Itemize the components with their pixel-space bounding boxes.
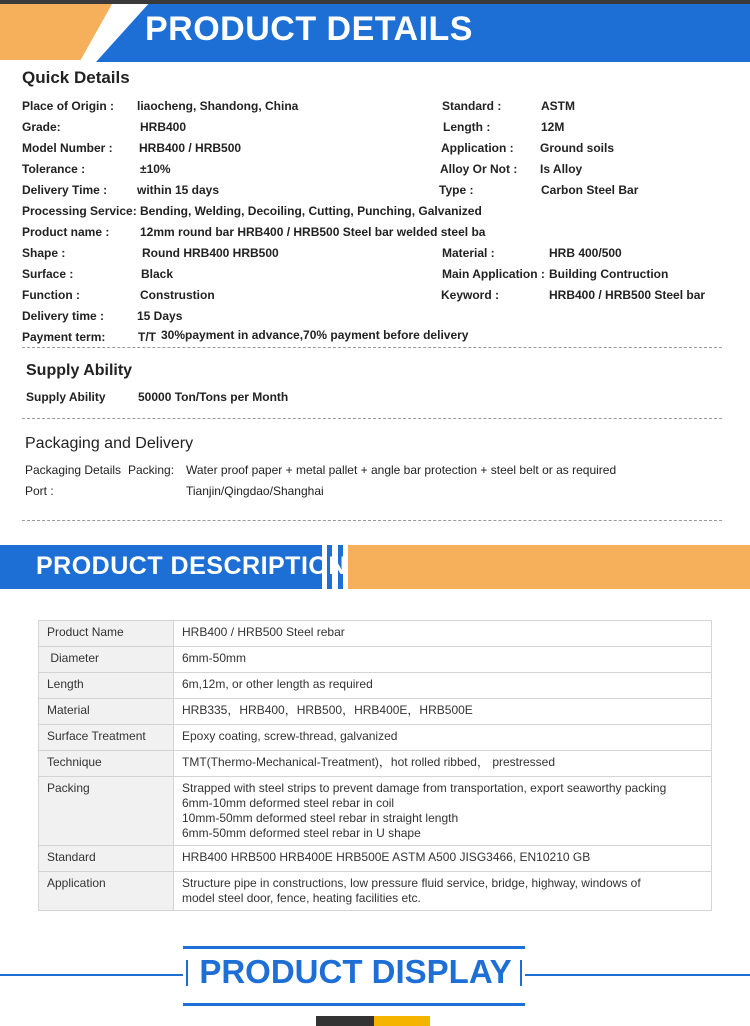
row-label: Technique (39, 751, 174, 777)
alloy-value: Is Alloy (540, 162, 583, 176)
application-value: Ground soils (540, 141, 615, 155)
shape-label: Shape : (22, 246, 66, 260)
application-line: model steel door, fence, heating facilities etc. (182, 891, 421, 905)
grade-value: HRB400 (140, 120, 187, 134)
keyword-label: Keyword : (441, 288, 500, 302)
row-value: 6mm-50mm (174, 647, 712, 673)
material-value: HRB 400/500 (549, 246, 622, 260)
delivery-time-2-value: 15 Days (137, 309, 183, 323)
delivery-time-value: within 15 days (137, 183, 220, 197)
table-row (39, 647, 712, 673)
tolerance-value: ±10% (140, 162, 171, 176)
row-label: Length (39, 673, 174, 699)
product-display-title: PRODUCT DISPLAY (199, 953, 512, 990)
product-name-label: Product name : (22, 225, 110, 239)
function-label: Function : (22, 288, 80, 302)
banner-accent-orange (0, 4, 112, 60)
banner-accent-orange (348, 545, 750, 589)
row-value: HRB335，HRB400，HRB500，HRB400E，HRB500E (174, 699, 712, 725)
table-row (39, 846, 712, 872)
standard-label: Standard : (442, 99, 502, 113)
model-number-value: HRB400 / HRB500 (139, 141, 242, 155)
row-label: Standard (39, 846, 174, 872)
product-details-title: PRODUCT DETAILS (145, 10, 473, 48)
length-label: Length : (443, 120, 491, 134)
packaging-delivery-title: Packaging and Delivery (25, 435, 194, 452)
table-row (39, 777, 712, 846)
row-label: Surface Treatment (39, 725, 174, 751)
table-row (39, 725, 712, 751)
delivery-time-label: Delivery Time : (22, 183, 108, 197)
material-label: Material : (442, 246, 495, 260)
quick-details-title: Quick Details (22, 68, 130, 87)
packing-value: Water proof paper + metal pallet + angle bar protection + steel belt or as required (186, 463, 617, 477)
supply-ability-label: Supply Ability (26, 390, 106, 404)
row-value: TMT(Thermo-Mechanical-Treatment)，hot rolled ribbed， prestressed (174, 751, 712, 777)
top-strip (0, 0, 750, 4)
packing-line: 6mm-10mm deformed steel rebar in coil (182, 796, 395, 810)
bottom-accent-dark (316, 1016, 374, 1026)
bottom-accent-yellow (374, 1016, 430, 1026)
divider-2 (22, 418, 722, 419)
main-application-value: Building Contruction (549, 267, 669, 281)
supply-ability-title: Supply Ability (26, 362, 133, 379)
packing-label: Packing: (128, 463, 175, 477)
row-value: Epoxy coating, screw-thread, galvanized (174, 725, 712, 751)
supply-ability-value: 50000 Ton/Tons per Month (138, 390, 289, 404)
payment-term-label: Payment term: (22, 330, 106, 344)
application-line: Structure pipe in constructions, low pressure fluid service, bridge, highway, windows of (182, 876, 641, 890)
row-value (174, 777, 712, 846)
divider-3 (22, 520, 722, 521)
packing-line: 6mm-50mm deformed steel rebar in U shape (182, 826, 421, 840)
function-value: Construstion (140, 288, 215, 302)
type-label: Type : (439, 183, 474, 197)
product-description-title: PRODUCT DESCRIPTION (36, 552, 347, 580)
table-row (39, 872, 712, 911)
grade-label: Grade: (22, 120, 61, 134)
packing-line: Strapped with steel strips to prevent damage from transportation, export seaworthy packing (182, 781, 667, 795)
row-value: 6m,12m, or other length as required (174, 673, 712, 699)
row-value: HRB400 / HRB500 Steel rebar (174, 621, 712, 647)
spec-table (38, 620, 712, 911)
divider-1 (22, 347, 722, 348)
row-label: Diameter (39, 647, 174, 673)
processing-service-value: Bending, Welding, Decoiling, Cutting, Punching, Galvanized (140, 204, 482, 218)
packaging-details-label: Packaging Details (25, 463, 122, 477)
packing-line: 10mm-50mm deformed steel rebar in straight length (182, 811, 459, 825)
surface-value: Black (141, 267, 174, 281)
standard-value: ASTM (541, 99, 575, 113)
port-value: Tianjin/Qingdao/Shanghai (186, 484, 324, 498)
shape-value: Round HRB400 HRB500 (142, 246, 279, 260)
row-value: HRB400 HRB500 HRB400E HRB500E ASTM A500 JISG3466, EN10210 GB (174, 846, 712, 872)
table-row (39, 751, 712, 777)
type-value: Carbon Steel Bar (541, 183, 639, 197)
row-value (174, 872, 712, 911)
keyword-value: HRB400 / HRB500 Steel bar (549, 288, 706, 302)
place-origin-label: Place of Origin : (22, 99, 115, 113)
table-row (39, 673, 712, 699)
table-row (39, 621, 712, 647)
length-value: 12M (541, 120, 565, 134)
row-label: Product Name (39, 621, 174, 647)
place-origin-value: liaocheng, Shandong, China (137, 99, 299, 113)
processing-service-label: Processing Service: (22, 204, 137, 218)
table-row (39, 699, 712, 725)
payment-term-value: 30%payment in advance,70% payment before delivery (161, 328, 469, 342)
application-label: Application : (441, 141, 514, 155)
payment-term-tt: T/T (138, 330, 156, 344)
alloy-label: Alloy Or Not : (440, 162, 518, 176)
delivery-time-2-label: Delivery time : (22, 309, 105, 323)
row-label: Material (39, 699, 174, 725)
model-number-label: Model Number : (22, 141, 113, 155)
tolerance-label: Tolerance : (22, 162, 86, 176)
row-label: Application (39, 872, 174, 911)
surface-label: Surface : (22, 267, 74, 281)
row-label: Packing (39, 777, 174, 846)
port-label: Port : (25, 484, 54, 498)
main-application-label: Main Application : (442, 267, 545, 281)
product-name-value: 12mm round bar HRB400 / HRB500 Steel bar welded steel ba (140, 225, 486, 239)
